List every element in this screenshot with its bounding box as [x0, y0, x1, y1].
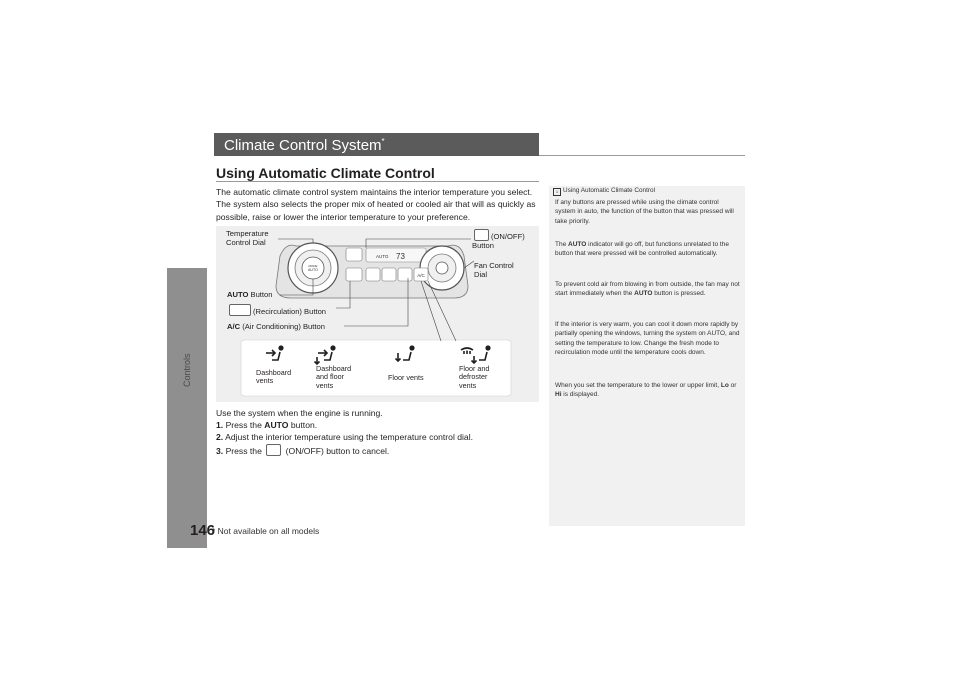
callout-on-off: (ON/OFF) Button — [472, 229, 525, 250]
climate-control-figure — [216, 226, 539, 402]
note-paragraph-3: To prevent cold air from blowing in from outside, the fan may not start immediately when the AUTO button is pressed. — [555, 281, 740, 298]
callout-fan-dial: Fan Control Dial — [474, 261, 514, 279]
note-paragraph-1: If any buttons are pressed while using the climate control system in auto, the function of the button that was pressed will take priority. — [555, 199, 734, 225]
vent-label-floor: Floor vents — [388, 373, 424, 382]
on-off-icon — [266, 444, 281, 456]
callout-recirculation: (Recirculation) Button — [227, 304, 326, 316]
note-title-text: Using Automatic Climate Control — [563, 187, 655, 194]
panel-key-3 — [398, 268, 412, 281]
section-title-text: Climate Control System — [224, 137, 382, 154]
note-paragraph-2: The AUTO indicator will go off, but functions unrelated to the button that were pressed will be controlled automatically. — [555, 241, 729, 258]
note-paragraph-4: If the interior is very warm, you can cool it down more rapidly by partially opening the windows, turning the system on AUTO, and setting the temperature to low. Change the fresh mode to recirculation mode until the temperature cools down. — [555, 321, 740, 356]
on-off-button — [346, 248, 362, 261]
page-number: 146 — [190, 522, 216, 539]
footnote: * Not available on all models — [212, 526, 320, 536]
on-off-icon — [474, 229, 489, 241]
section-title — [224, 137, 385, 154]
svg-text:MODE: MODE — [308, 264, 318, 268]
note-paragraph-5: When you set the temperature to the lower or upper limit, Lo or Hi is displayed. — [555, 382, 737, 399]
subsection-title: Using Automatic Climate Control — [216, 165, 435, 181]
not-all-models-mark: * — [381, 137, 385, 146]
svg-text:AUTO: AUTO — [308, 268, 318, 272]
note-marker-icon: 1 — [553, 188, 561, 196]
vent-label-floor-defroster: Floor and defroster vents — [459, 364, 490, 390]
header-rule — [539, 155, 745, 156]
note-title — [553, 187, 655, 196]
usage-intro: Use the system when the engine is running. — [216, 408, 383, 418]
step-2: 2. Adjust the interior temperature using the temperature control dial. — [216, 432, 474, 442]
svg-text:A/C: A/C — [417, 273, 425, 278]
callout-temperature-dial: Temperature Control Dial — [226, 229, 269, 247]
vent-label-dashboard: Dashboard vents — [256, 368, 292, 386]
intro-paragraph: The automatic climate control system maintains the interior temperature you select. The system also selects the proper mix of heated or cooled air that will as quickly as possible, raise or lower the interior temperature to your preference. — [216, 187, 536, 222]
recirculation-button — [346, 268, 362, 281]
display-temp: 73 — [396, 252, 405, 261]
panel-key-2 — [382, 268, 396, 281]
step-1: 1. Press the AUTO button. — [216, 420, 318, 430]
callout-ac: A/C (Air Conditioning) Button — [227, 322, 325, 331]
vent-label-dashboard-floor: Dashboard and floor vents — [316, 364, 352, 390]
callout-auto-button: AUTO Button — [227, 290, 273, 299]
display-auto: AUTO — [376, 254, 389, 259]
recirculation-icon — [229, 304, 251, 316]
step-3: 3. Press the (ON/OFF) button to cancel. — [216, 446, 390, 456]
subsection-rule — [216, 181, 539, 182]
panel-key-1 — [366, 268, 380, 281]
side-tab-label: Controls — [182, 353, 192, 387]
